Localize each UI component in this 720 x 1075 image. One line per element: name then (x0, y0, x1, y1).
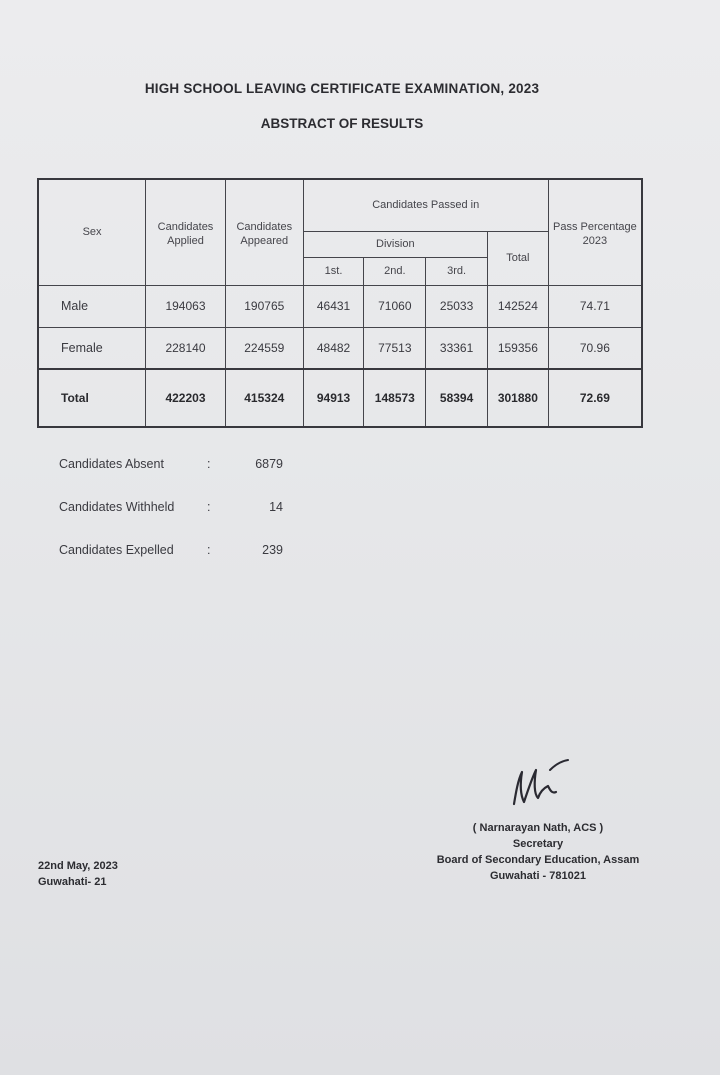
header-pass-percentage: Pass Percentage 2023 (548, 179, 642, 285)
cell-total: 159356 (487, 327, 548, 369)
date-place-block (38, 858, 118, 890)
cell-first: 48482 (303, 327, 364, 369)
office-name: Board of Secondary Education, Assam (436, 854, 640, 866)
cell-appeared: 190765 (225, 285, 303, 327)
signatory-block (430, 820, 646, 884)
cell-second: 148573 (364, 369, 426, 427)
cell-third: 25033 (426, 285, 488, 327)
cell-appeared: 224559 (225, 327, 303, 369)
signatory-name: ( Narnarayan Nath, ACS ) (472, 822, 604, 834)
extra-value: 239 (262, 543, 283, 557)
cell-third: 58394 (426, 369, 488, 427)
cell-total: 301880 (487, 369, 548, 427)
cell-pass-pct: 70.96 (548, 327, 642, 369)
extra-label: Candidates Withheld (59, 500, 175, 514)
extra-separator: : (207, 457, 211, 471)
signatory-designation: Secretary (512, 838, 564, 850)
table-row-male (38, 285, 642, 327)
cell-pass-pct: 72.69 (548, 369, 642, 427)
office-address: Guwahati - 781021 (490, 870, 586, 882)
row-label: Male (38, 285, 146, 327)
cell-first: 46431 (303, 285, 364, 327)
extra-label: Candidates Expelled (59, 543, 174, 557)
cell-total: 142524 (487, 285, 548, 327)
extra-value: 6879 (255, 457, 283, 471)
cell-pass-pct: 74.71 (548, 285, 642, 327)
header-total: Total (487, 231, 548, 285)
cell-second: 77513 (364, 327, 426, 369)
header-division: Division (303, 231, 487, 257)
signature-icon (506, 758, 576, 810)
header-third-division: 3rd. (426, 257, 488, 285)
cell-applied: 228140 (146, 327, 226, 369)
cell-applied: 194063 (146, 285, 226, 327)
extra-separator: : (207, 543, 211, 557)
cell-first: 94913 (303, 369, 364, 427)
issue-place: Guwahati- 21 (38, 876, 107, 888)
document-title: HIGH SCHOOL LEAVING CERTIFICATE EXAMINATION, 2023 (144, 81, 540, 96)
extra-value: 14 (269, 500, 283, 514)
header-applied: Candidates Applied (146, 179, 226, 285)
header-second-division: 2nd. (364, 257, 426, 285)
cell-applied: 422203 (146, 369, 226, 427)
issue-date: 22nd May, 2023 (38, 860, 118, 872)
cell-appeared: 415324 (225, 369, 303, 427)
header-passed-in: Candidates Passed in (303, 179, 548, 231)
results-table (37, 178, 643, 428)
cell-second: 71060 (364, 285, 426, 327)
header-sex: Sex (38, 179, 146, 285)
cell-third: 33361 (426, 327, 488, 369)
row-label: Female (38, 327, 146, 369)
table-row-total (38, 369, 642, 427)
document-subtitle: ABSTRACT OF RESULTS (260, 116, 424, 131)
extra-separator: : (207, 500, 211, 514)
table-row-female (38, 327, 642, 369)
header-first-division: 1st. (303, 257, 364, 285)
row-label: Total (38, 369, 146, 427)
header-appeared: Candidates Appeared (225, 179, 303, 285)
extra-label: Candidates Absent (59, 457, 164, 471)
